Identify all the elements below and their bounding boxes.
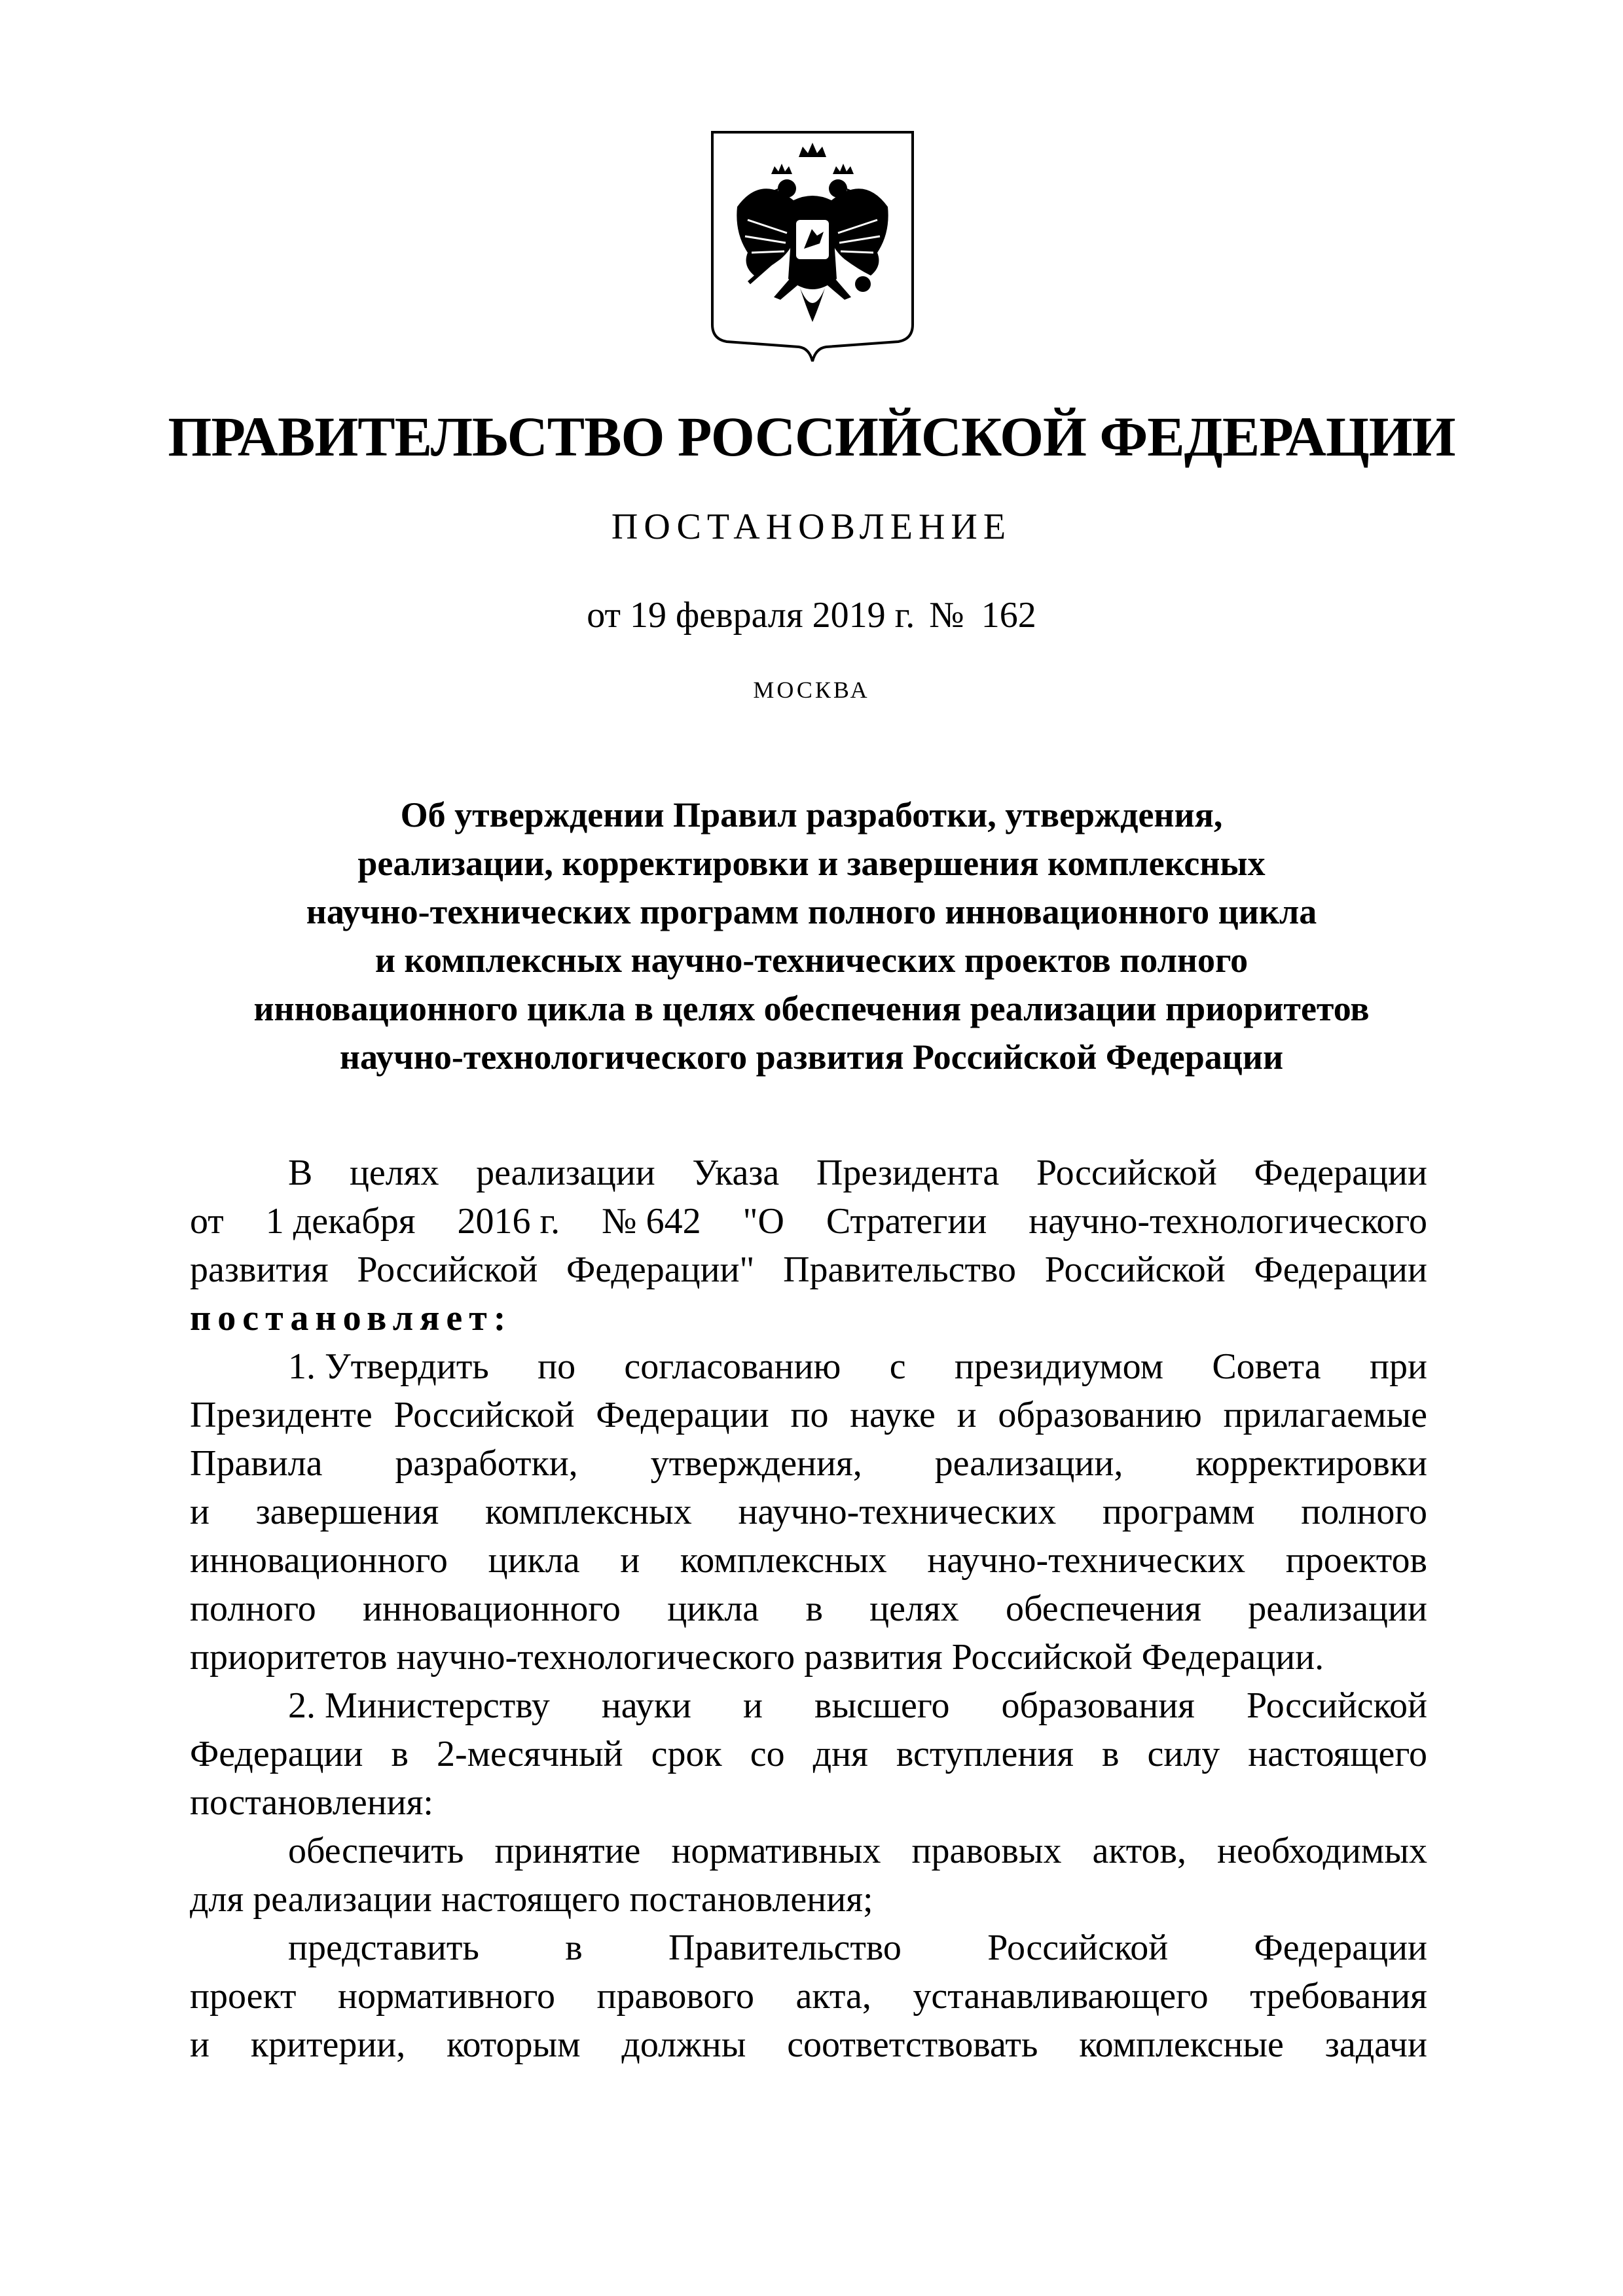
body-word: целях	[349, 1153, 439, 1193]
body-word: научно-технических	[927, 1540, 1246, 1581]
body-word: реализации	[253, 1879, 432, 1920]
body-line	[190, 1924, 1427, 1972]
body-word: Федерации	[1254, 1928, 1427, 1968]
body-word: корректировки	[1195, 1443, 1427, 1484]
body-word: № 642	[602, 1201, 701, 1242]
body-word: нормативного	[337, 1976, 555, 2017]
body-word: 2-месячный	[436, 1734, 623, 1774]
body-line	[190, 1488, 1427, 1536]
body-word: Российской	[1247, 1685, 1427, 1726]
body-word: согласованию	[624, 1346, 841, 1387]
body-word: Российской	[1044, 1249, 1226, 1290]
body-line	[190, 1972, 1427, 2020]
body-word: 2016 г.	[457, 1201, 560, 1242]
body-word: Федерации	[1254, 1153, 1427, 1193]
body-word: комплексные	[1079, 2024, 1284, 2065]
body-word: Российской	[987, 1928, 1169, 1968]
body-word: принятие	[494, 1831, 641, 1871]
document-city: МОСКВА	[753, 677, 870, 703]
body-line	[190, 1246, 1427, 1294]
body-word: реализации,	[934, 1443, 1123, 1484]
body-word: Федерации.	[1141, 1637, 1324, 1677]
body-word: программ	[1102, 1492, 1255, 1532]
body-word: научно-технологического	[1029, 1201, 1427, 1242]
body-word: в	[805, 1588, 823, 1629]
body-word: научно-технических	[738, 1492, 1057, 1532]
body-line	[190, 1633, 1427, 1681]
body-word: необходимых	[1217, 1831, 1427, 1871]
body-word: науке	[850, 1395, 936, 1435]
body-word: Российской	[951, 1637, 1133, 1677]
body-word: полного	[190, 1588, 316, 1629]
body-word: целях	[869, 1588, 959, 1629]
body-word: от	[190, 1201, 224, 1242]
document-date: от 19 февраля 2019 г.	[587, 595, 915, 636]
body-line	[190, 1585, 1427, 1633]
body-word: научно-технологического	[396, 1637, 795, 1677]
body-line	[190, 2020, 1427, 2069]
body-word: и	[190, 2024, 210, 2065]
body-line	[190, 1149, 1427, 1197]
body-word: реализации	[1248, 1588, 1427, 1629]
body-line	[190, 1778, 1427, 1827]
body-word: и	[743, 1685, 763, 1726]
body-word: настоящего	[441, 1879, 621, 1920]
body-word: образованию	[998, 1395, 1202, 1435]
body-word: 1 декабря	[265, 1201, 416, 1242]
body-word: и	[620, 1540, 640, 1581]
body-word: в	[391, 1734, 409, 1774]
body-word: утверждения,	[650, 1443, 862, 1484]
subject-line: Об утверждении Правил разработки, утверждения,	[400, 795, 1223, 834]
body-word: требования	[1250, 1976, 1427, 2017]
body-word: цикла	[667, 1588, 759, 1629]
body-word: обеспечить	[288, 1831, 464, 1871]
body-word: комплексных	[680, 1540, 887, 1581]
document-number: 162	[981, 595, 1036, 636]
body-word: полного	[1301, 1492, 1427, 1532]
body-word: акта,	[795, 1976, 871, 2017]
subject-line: реализации, корректировки и завершения комплексных	[357, 844, 1266, 883]
body-word: задачи	[1324, 2024, 1427, 2065]
body-word: прилагаемые	[1223, 1395, 1427, 1435]
number-sign: №	[929, 595, 964, 636]
body-word: проектов	[1285, 1540, 1427, 1581]
body-word: соответствовать	[787, 2024, 1038, 2065]
subject-line: и комплексных научно-технических проектов полного	[374, 941, 1249, 980]
body-line	[190, 1730, 1427, 1778]
body-word: Правила	[190, 1443, 323, 1484]
body-word: науки	[601, 1685, 691, 1726]
body-word: должны	[621, 2024, 746, 2065]
body-word: настоящего	[1248, 1734, 1427, 1774]
body-line	[190, 1439, 1427, 1488]
body-line	[190, 1681, 1427, 1730]
body-word: Федерации"	[566, 1249, 755, 1290]
body-line	[190, 1391, 1427, 1439]
body-word: Российской	[357, 1249, 538, 1290]
body-word: обеспечения	[1005, 1588, 1201, 1629]
body-word: "О	[742, 1201, 784, 1242]
body-word: развития	[804, 1637, 943, 1677]
body-line	[190, 1536, 1427, 1585]
body-word: цикла	[488, 1540, 580, 1581]
body-word: правового	[596, 1976, 755, 2017]
body-word: при	[1369, 1346, 1427, 1387]
body-word: президиумом	[954, 1346, 1164, 1387]
body-word: постановляет:	[190, 1298, 513, 1338]
body-word: постановления;	[629, 1879, 873, 1920]
document-type: ПОСТАНОВЛЕНИЕ	[611, 507, 1012, 547]
body-word: инновационного	[190, 1540, 448, 1581]
body-word: Совета	[1212, 1346, 1321, 1387]
body-word: со	[750, 1734, 785, 1774]
body-word: разработки,	[395, 1443, 578, 1484]
body-word: проект	[190, 1976, 297, 2017]
subject-line: научно-технологического развития Российской Федерации	[339, 1037, 1284, 1077]
coat-of-arms-emblem	[708, 128, 917, 364]
body-word: актов,	[1092, 1831, 1186, 1871]
body-word: Федерации	[190, 1734, 363, 1774]
body-word: критерии,	[250, 2024, 406, 2065]
body-word: Федерации	[596, 1395, 769, 1435]
body-word: правовых	[911, 1831, 1062, 1871]
body-line	[190, 1827, 1427, 1875]
document-date-line	[0, 596, 1623, 636]
body-line	[190, 1294, 1427, 1342]
subject-line: научно-технических программ полного инновационного цикла	[306, 892, 1317, 931]
body-word: развития	[190, 1249, 329, 1290]
body-word: 2. Министерству	[288, 1685, 550, 1726]
body-word: силу	[1147, 1734, 1220, 1774]
body-word: и	[957, 1395, 977, 1435]
body-word: в	[565, 1928, 583, 1968]
body-line	[190, 1197, 1427, 1246]
document-subject	[164, 791, 1459, 1081]
document-body	[190, 1149, 1427, 2069]
body-word: завершения	[255, 1492, 439, 1532]
body-word: Российской	[1036, 1153, 1217, 1193]
subject-line: инновационного цикла в целях обеспечения реализации приоритетов	[253, 989, 1370, 1028]
body-word: Правительство	[783, 1249, 1017, 1290]
body-word: 1. Утвердить	[288, 1346, 489, 1387]
government-title: ПРАВИТЕЛЬСТВО РОССИЙСКОЙ ФЕДЕРАЦИИ	[168, 405, 1455, 468]
body-word: комплексных	[485, 1492, 692, 1532]
body-word: приоритетов	[190, 1637, 388, 1677]
body-word: Стратегии	[826, 1201, 987, 1242]
body-word: устанавливающего	[913, 1976, 1209, 2017]
body-word: представить	[288, 1928, 479, 1968]
body-word: по	[790, 1395, 829, 1435]
body-word: и	[190, 1492, 210, 1532]
body-word: Президенте	[190, 1395, 373, 1435]
body-word: по	[538, 1346, 576, 1387]
body-line	[190, 1342, 1427, 1391]
body-word: постановления:	[190, 1782, 433, 1823]
body-word: реализации	[476, 1153, 655, 1193]
body-word: вступления	[896, 1734, 1074, 1774]
body-word: Указа	[692, 1153, 780, 1193]
body-word: В	[288, 1153, 313, 1193]
body-word: срок	[651, 1734, 722, 1774]
body-word: дня	[812, 1734, 868, 1774]
body-word: которым	[447, 2024, 581, 2065]
body-word: для	[190, 1879, 244, 1920]
body-word: нормативных	[671, 1831, 881, 1871]
body-word: Правительство	[668, 1928, 902, 1968]
body-word: Президента	[816, 1153, 1000, 1193]
body-line	[190, 1875, 1427, 1924]
body-word: высшего	[814, 1685, 950, 1726]
body-word: с	[889, 1346, 906, 1387]
body-word: Федерации	[1254, 1249, 1427, 1290]
body-word: образования	[1001, 1685, 1195, 1726]
body-word: инновационного	[363, 1588, 621, 1629]
body-word: в	[1102, 1734, 1120, 1774]
body-word: Российской	[393, 1395, 575, 1435]
